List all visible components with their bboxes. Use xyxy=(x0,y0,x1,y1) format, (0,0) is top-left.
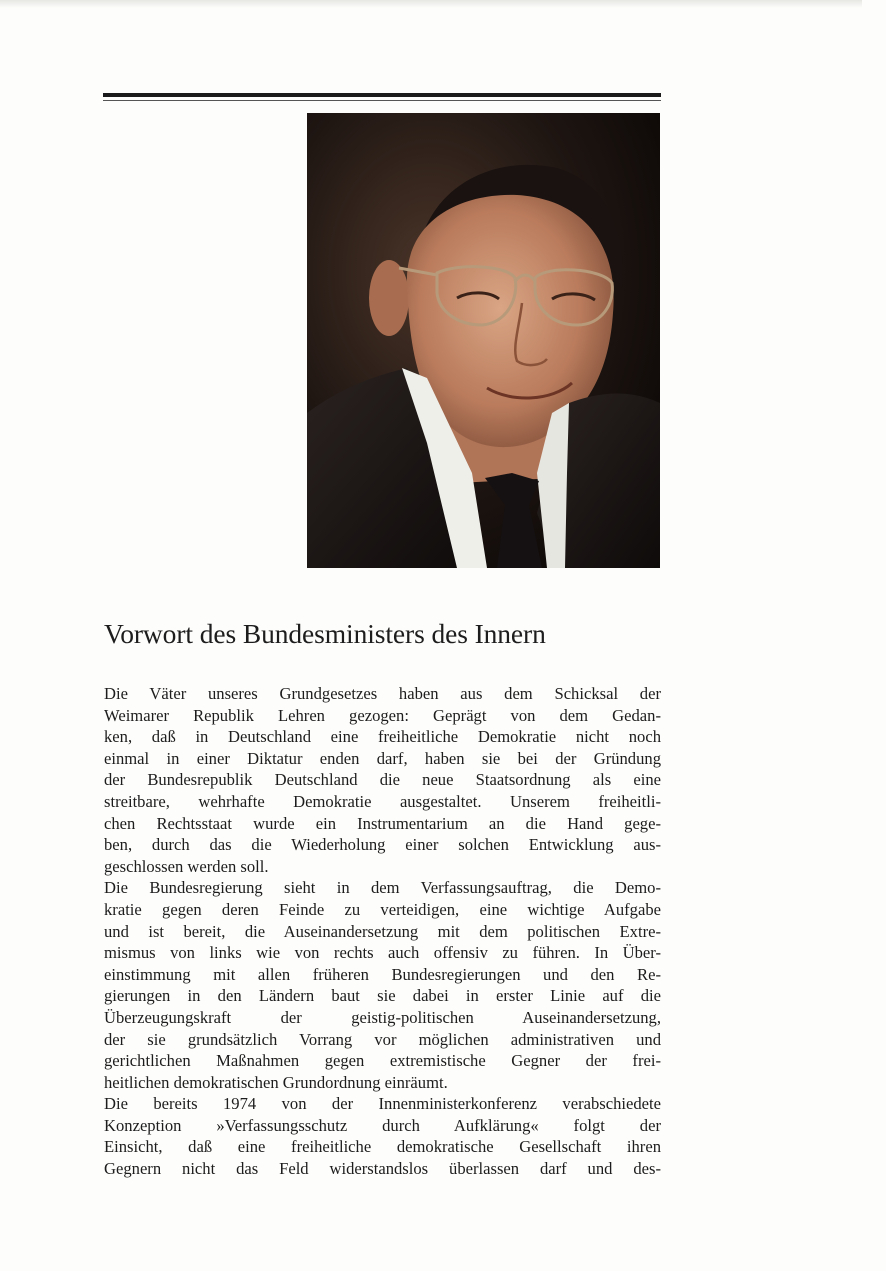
text-line: gierungen in den Ländern baut sie dabei in erster Linie auf die xyxy=(104,986,661,1006)
text-line: gerichtlichen Maßnahmen gegen extremistische Gegner der frei- xyxy=(104,1051,661,1071)
top-rule xyxy=(103,93,661,97)
page-title: Vorwort des Bundesministers des Innern xyxy=(104,618,546,649)
text-line: ken, daß in Deutschland eine freiheitliche Demokratie nicht noch xyxy=(104,727,661,747)
paragraph xyxy=(104,877,661,1093)
text-line: geschlossen werden soll. xyxy=(104,856,269,876)
text-line: Konzeption »Verfassungsschutz durch Aufklärung« folgt der xyxy=(104,1115,661,1135)
text-line: einstimmung mit allen früheren Bundesregierungen und den Re- xyxy=(104,964,661,984)
text-line: Einsicht, daß eine freiheitliche demokratische Gesellschaft ihren xyxy=(104,1137,661,1157)
text-line: Gegnern nicht das Feld widerstandslos überlassen darf und des- xyxy=(104,1159,661,1179)
text-line: der Bundesrepublik Deutschland die neue Staatsordnung als eine xyxy=(104,770,661,790)
text-line: Weimarer Republik Lehren gezogen: Geprägt von dem Gedan- xyxy=(104,705,661,725)
portrait-photo xyxy=(307,113,660,568)
paragraph xyxy=(104,683,661,877)
body-text xyxy=(104,683,661,1180)
text-line: heitlichen demokratischen Grundordnung einräumt. xyxy=(104,1072,448,1092)
text-line: der sie grundsätzlich Vorrang vor möglichen administrativen und xyxy=(104,1029,661,1049)
text-line: einmal in einer Diktatur enden darf, haben sie bei der Gründung xyxy=(104,748,661,768)
page-edge xyxy=(0,0,862,8)
text-line: Die bereits 1974 von der Innenministerkonferenz verabschiedete xyxy=(104,1094,661,1114)
text-line: Die Väter unseres Grundgesetzes haben aus dem Schicksal der xyxy=(104,684,661,703)
text-line: ben, durch das die Wiederholung einer solchen Entwicklung aus- xyxy=(104,835,661,855)
text-line: kratie gegen deren Feinde zu verteidigen, eine wichtige Aufgabe xyxy=(104,899,661,919)
text-line: streitbare, wehrhafte Demokratie ausgestaltet. Unserem freiheitli- xyxy=(104,791,661,811)
text-line: und ist bereit, die Auseinandersetzung mit dem politischen Extre- xyxy=(104,921,661,941)
text-line: Die Bundesregierung sieht in dem Verfassungsauftrag, die Demo- xyxy=(104,878,661,898)
text-line: Überzeugungskraft der geistig-politischen Auseinandersetzung, xyxy=(104,1007,661,1027)
text-line: mismus von links wie von rechts auch offensiv zu führen. In Über- xyxy=(104,943,661,963)
portrait-illustration xyxy=(307,113,660,568)
text-line: chen Rechtsstaat wurde ein Instrumentarium an die Hand gege- xyxy=(104,813,661,833)
paragraph xyxy=(104,1093,661,1179)
